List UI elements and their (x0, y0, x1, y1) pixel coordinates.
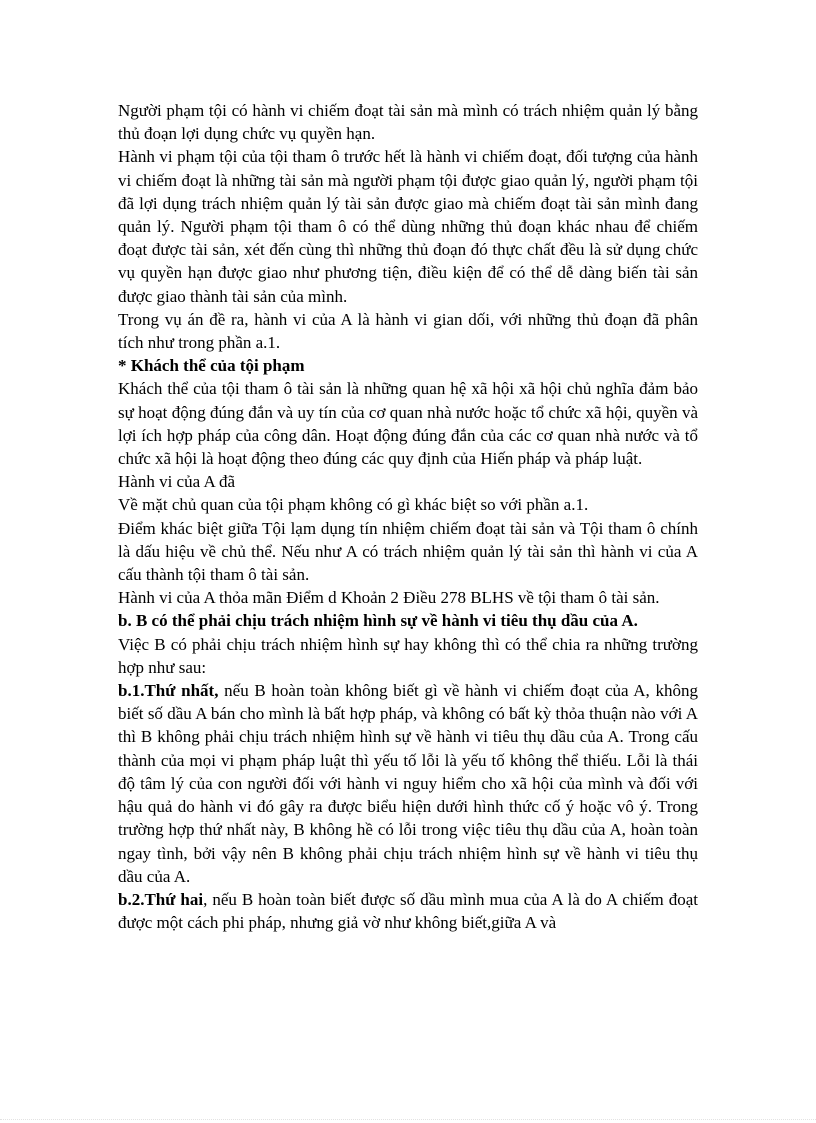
document-body (118, 99, 698, 934)
case-label: b.1.Thứ nhất, (118, 681, 219, 701)
page-bottom-rule (0, 1119, 816, 1120)
paragraph-b2 (118, 888, 698, 934)
case-text: nếu B hoàn toàn không biết gì về hành vi chiếm đoạt của A, không biết số dầu A bán cho mình là bất hợp pháp, và không có bất kỳ thỏa thuận nào với A thì B không phải chịu trách nhiệm hình sự về hành vi tiêu thụ dầu của A. Trong cấu thành của mọi vi phạm pháp luật thì yếu tố lỗi là yếu tố không thể thiếu. Lỗi là thái độ tâm lý của con người đối với hành vi nguy hiểm cho xã hội của mình và đối với hậu quả do hành vi đó gây ra được biểu hiện dưới hình thức cố ý hoặc vô ý. Trong trường hợp thứ nhất này, B không hề có lỗi trong việc tiêu thụ dầu của A, hoàn toàn ngay tình, bởi vậy nên B không phải chịu trách nhiệm hình sự về hành vi tiêu thụ dầu của A. (118, 681, 698, 886)
section-heading: b. B có thể phải chịu trách nhiệm hình sự về hành vi tiêu thụ dầu của A. (118, 611, 638, 631)
paragraph: Hành vi của A đã (118, 472, 236, 492)
case-separator: , (203, 889, 213, 909)
paragraph: Hành vi của A thỏa mãn Điểm d Khoản 2 Điều 278 BLHS về tội tham ô tài sản. (118, 588, 660, 608)
case-text: nếu B hoàn toàn biết được số dầu mình mua của A là do A chiếm đoạt được một cách phi pháp, nhưng giả vờ như không biết,giữa A và (118, 889, 698, 933)
paragraph-b1 (118, 679, 698, 888)
paragraph: Điểm khác biệt giữa Tội lạm dụng tín nhiệm chiếm đoạt tài sản và Tội tham ô chính là dấu hiệu về chủ thể. Nếu như A có trách nhiệm quản lý tài sản thì hành vi của A cấu thành tội tham ô tài sản. (118, 518, 698, 585)
case-label: b.2.Thứ hai (118, 889, 204, 909)
paragraph: Việc B có phải chịu trách nhiệm hình sự hay không thì có thể chia ra những trường hợp như sau: (118, 634, 698, 677)
section-heading: * Khách thể của tội phạm (118, 356, 305, 376)
paragraph: Về mặt chủ quan của tội phạm không có gì khác biệt so với phần a.1. (118, 495, 589, 515)
paragraph: Người phạm tội có hành vi chiếm đoạt tài sản mà mình có trách nhiệm quản lý bằng thủ đoạn lợi dụng chức vụ quyền hạn. (118, 101, 698, 144)
paragraph: Khách thể của tội tham ô tài sản là những quan hệ xã hội xã hội chủ nghĩa đảm bảo sự hoạt động đúng đắn và uy tín của cơ quan nhà nước hoặc tổ chức xã hội, quyền và lợi ích hợp pháp của công dân. Hoạt động đúng đắn của các cơ quan nhà nước và tổ chức xã hội là hoạt động theo đúng các quy định của Hiến pháp và pháp luật. (118, 379, 698, 469)
paragraph: Trong vụ án đề ra, hành vi của A là hành vi gian dối, với những thủ đoạn đã phân tích như trong phần a.1. (118, 309, 698, 353)
paragraph: Hành vi phạm tội của tội tham ô trước hết là hành vi chiếm đoạt, đối tượng của hành vi chiếm đoạt là những tài sản mà người phạm tội được giao quản lý, người phạm tội đã lợi dụng trách nhiệm quản lý tài sản được giao mà chiếm đoạt tài sản mình đang quản lý. Người phạm tội tham ô có thể dùng những thủ đoạn khác nhau để chiếm đoạt được tài sản, xét đến cùng thì những thủ đoạn đó thực chất đều là sử dụng chức vụ quyền hạn được giao như phương tiện, điều kiện để có thể dễ dàng biến tài sản được giao thành tài sản của mình. (118, 147, 698, 306)
